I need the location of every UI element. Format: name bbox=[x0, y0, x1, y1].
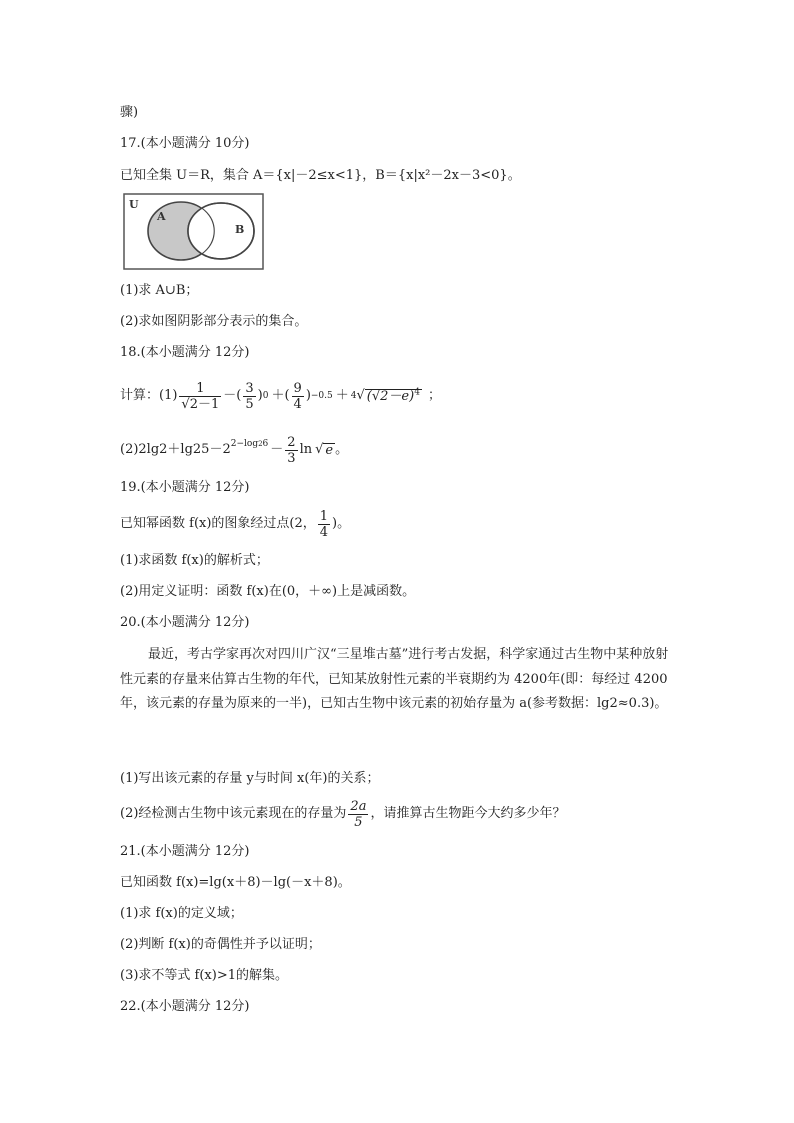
q18-part1: 计算：(1) $\frac{1}{√2-1}$ － ( $\frac{3}{5}$ ) 0 ＋ ( $\frac{9}{4}$ ) −0.5 ＋ 4 √ $(√2-e)^4$ ； bbox=[120, 380, 441, 412]
q19-title: 19.(本小题满分 12分) bbox=[120, 480, 250, 495]
fourth-root-expression: $(√2-e)^4$ bbox=[366, 387, 420, 404]
q19-text: 已知幂函数 f(x)的图象经过点(2， $\frac{1}{4}$ )。 bbox=[120, 508, 351, 540]
venn-diagram bbox=[123, 193, 265, 275]
q17-text: 已知全集 U＝R，集合 A＝{x|－2≤x<1}，B＝{x|x²－2x－3<0}。 bbox=[120, 168, 521, 183]
q20-paragraph: 最近，考古学家再次对四川广汉“三星堆古墓”进行考古发据，科学家通过古生物中某种放射性元素的存量来估算古生物的年代，已知某放射性元素的半衰期约为 4200年(即：每经过 4200年，该元素的存量为原来的一半)，已知古生物中该元素的初始存量为 a(参考数据：lg2≈0.3)。 bbox=[120, 647, 669, 711]
q21-part2: (2)判断 f(x)的奇偶性并予以证明； bbox=[120, 937, 321, 952]
fraction-9-4: $\frac{9}{4}$ bbox=[293, 380, 302, 412]
q18-title: 18.(本小题满分 12分) bbox=[120, 345, 250, 360]
fraction-3-5: $\frac{3}{5}$ bbox=[245, 380, 254, 412]
q18-part2: (2)2lg2＋lg25－ 2 $^{2-log26}$ － $\frac{2}{3}$ ln √ e 。 bbox=[120, 434, 349, 466]
fraction-1-4: $\frac{1}{4}$ bbox=[319, 508, 329, 540]
q20-part2: (2)经检测古生物中该元素现在的存量为 $\frac{2a}{5}$ ，请推算古生物距今大约多少年？ bbox=[120, 798, 566, 830]
q21-part3: (3)求不等式 f(x)>1的解集。 bbox=[120, 968, 288, 983]
fraction-2-3: $\frac{2}{3}$ bbox=[287, 434, 296, 466]
venn-a-label: A bbox=[157, 210, 166, 223]
q17-part2: (2)求如图阴影部分表示的集合。 bbox=[120, 314, 308, 329]
fraction-2a-5: $\frac{2a}{5}$ bbox=[350, 798, 367, 830]
fraction-1-over-root2-minus-1: $\frac{1}{√2-1}$ bbox=[181, 380, 220, 412]
q20-part1: (1)写出该元素的存量 y与时间 x(年)的关系； bbox=[120, 771, 380, 786]
q22-title: 22.(本小题满分 12分) bbox=[120, 999, 250, 1014]
q20-title: 20.(本小题满分 12分) bbox=[120, 615, 250, 630]
q21-title: 21.(本小题满分 12分) bbox=[120, 844, 250, 859]
continued-text: 骤) bbox=[120, 105, 139, 120]
q21-part1: (1)求 f(x)的定义域； bbox=[120, 906, 243, 921]
q17-part1: (1)求 A∪B； bbox=[120, 283, 199, 298]
venn-b-label: B bbox=[235, 223, 245, 236]
q21-text: 已知函数 f(x)=lg(x＋8)－lg(－x＋8)。 bbox=[120, 875, 351, 890]
q19-part2: (2)用定义证明：函数 f(x)在(0，＋∞)上是减函数。 bbox=[120, 584, 416, 599]
q19-part1: (1)求函数 f(x)的解析式； bbox=[120, 553, 269, 568]
q17-title: 17.(本小题满分 10分) bbox=[120, 136, 250, 151]
venn-u-label: U bbox=[129, 198, 139, 211]
